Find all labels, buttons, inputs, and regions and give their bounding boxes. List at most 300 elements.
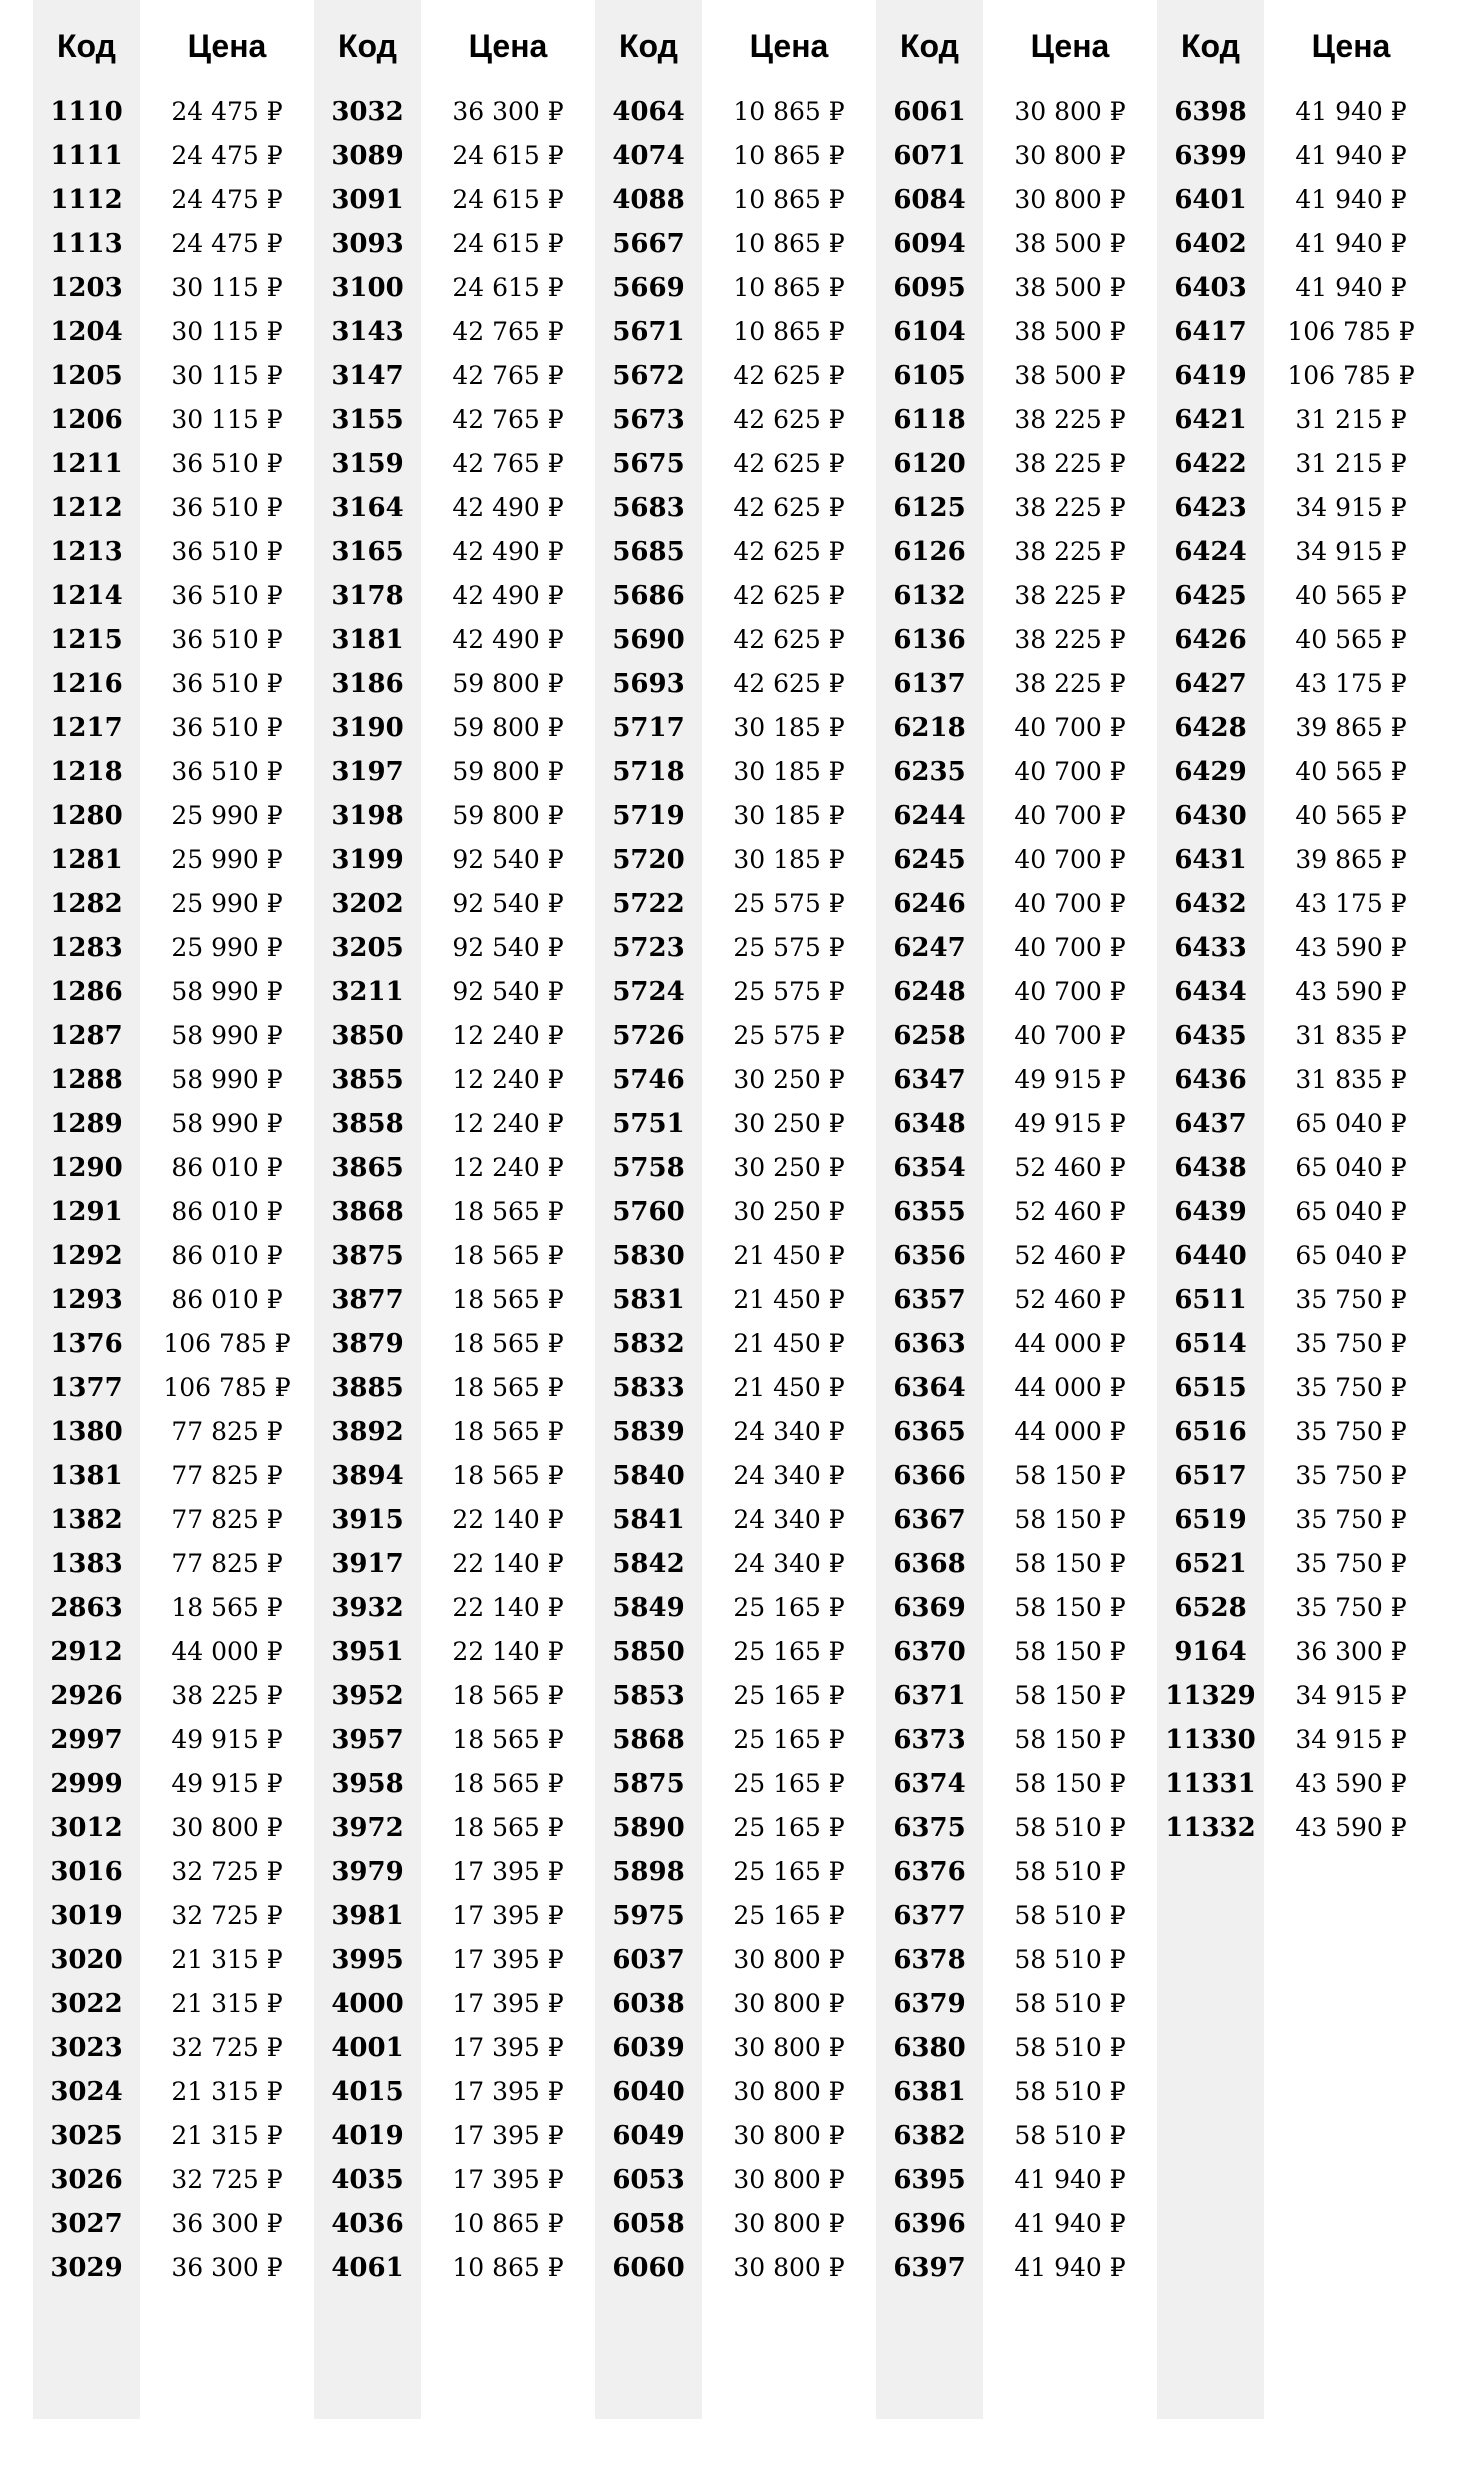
code-cell: 6095 bbox=[893, 273, 966, 303]
code-cell: 1286 bbox=[50, 977, 123, 1007]
code-cell: 3025 bbox=[50, 2121, 123, 2151]
price-cell: 32 725 ₽ bbox=[171, 1901, 283, 1930]
price-cell: 21 315 ₽ bbox=[171, 1989, 283, 2018]
code-cell: 3879 bbox=[331, 1329, 404, 1359]
price-cell: 36 300 ₽ bbox=[171, 2253, 283, 2282]
code-cell: 3205 bbox=[331, 933, 404, 963]
code-cell: 6421 bbox=[1174, 405, 1247, 435]
price-cell: 31 835 ₽ bbox=[1295, 1065, 1407, 1094]
code-cell: 6084 bbox=[893, 185, 966, 215]
price-cell: 30 800 ₽ bbox=[733, 1945, 845, 1974]
price-cell: 18 565 ₽ bbox=[452, 1769, 564, 1798]
code-cell: 6365 bbox=[893, 1417, 966, 1447]
price-cell: 42 625 ₽ bbox=[733, 537, 845, 566]
code-cell: 1287 bbox=[50, 1021, 123, 1051]
price-cell: 31 835 ₽ bbox=[1295, 1021, 1407, 1050]
price-cell: 42 765 ₽ bbox=[452, 405, 564, 434]
price-cell: 38 500 ₽ bbox=[1014, 229, 1126, 258]
price-cell: 25 165 ₽ bbox=[733, 1637, 845, 1666]
code-cell: 6039 bbox=[612, 2033, 685, 2063]
code-cell: 3952 bbox=[331, 1681, 404, 1711]
price-cell: 24 340 ₽ bbox=[733, 1417, 845, 1446]
code-cell: 6435 bbox=[1174, 1021, 1247, 1051]
price-cell: 10 865 ₽ bbox=[733, 317, 845, 346]
price-cell: 22 140 ₽ bbox=[452, 1505, 564, 1534]
code-cell: 6516 bbox=[1174, 1417, 1247, 1447]
price-cell: 65 040 ₽ bbox=[1295, 1197, 1407, 1226]
code-cell: 4015 bbox=[331, 2077, 404, 2107]
code-cell: 1111 bbox=[50, 141, 123, 171]
price-cell: 30 800 ₽ bbox=[733, 2033, 845, 2062]
code-header: Код bbox=[900, 28, 959, 64]
code-header: Код bbox=[338, 28, 397, 64]
price-cell: 36 510 ₽ bbox=[171, 449, 283, 478]
price-cell: 38 225 ₽ bbox=[1014, 493, 1126, 522]
code-cell: 5723 bbox=[612, 933, 685, 963]
price-cell: 38 225 ₽ bbox=[1014, 405, 1126, 434]
price-cell: 58 990 ₽ bbox=[171, 1065, 283, 1094]
code-cell: 3885 bbox=[331, 1373, 404, 1403]
code-cell: 5686 bbox=[612, 581, 685, 611]
code-cell: 1110 bbox=[50, 97, 123, 127]
code-cell: 6425 bbox=[1174, 581, 1247, 611]
code-cell: 5849 bbox=[612, 1593, 685, 1623]
price-cell: 30 800 ₽ bbox=[1014, 97, 1126, 126]
code-cell: 6053 bbox=[612, 2165, 685, 2195]
price-cell: 44 000 ₽ bbox=[1014, 1373, 1126, 1402]
code-cell: 3915 bbox=[331, 1505, 404, 1535]
price-cell: 30 115 ₽ bbox=[171, 361, 283, 390]
price-cell: 43 175 ₽ bbox=[1295, 889, 1407, 918]
code-cell: 3178 bbox=[331, 581, 404, 611]
price-cell: 30 800 ₽ bbox=[733, 2253, 845, 2282]
price-cell: 17 395 ₽ bbox=[452, 2077, 564, 2106]
price-cell: 41 940 ₽ bbox=[1295, 141, 1407, 170]
code-cell: 1288 bbox=[50, 1065, 123, 1095]
code-cell: 3165 bbox=[331, 537, 404, 567]
code-cell: 1290 bbox=[50, 1153, 123, 1183]
code-cell: 6371 bbox=[893, 1681, 966, 1711]
price-cell: 35 750 ₽ bbox=[1295, 1285, 1407, 1314]
price-cell: 40 565 ₽ bbox=[1295, 581, 1407, 610]
code-cell: 1217 bbox=[50, 713, 123, 743]
code-cell: 1203 bbox=[50, 273, 123, 303]
price-cell: 30 250 ₽ bbox=[733, 1109, 845, 1138]
code-cell: 5673 bbox=[612, 405, 685, 435]
code-cell: 6364 bbox=[893, 1373, 966, 1403]
price-cell: 38 225 ₽ bbox=[1014, 625, 1126, 654]
price-cell: 10 865 ₽ bbox=[733, 273, 845, 302]
price-cell: 36 510 ₽ bbox=[171, 625, 283, 654]
price-cell: 77 825 ₽ bbox=[171, 1461, 283, 1490]
price-cell: 36 510 ₽ bbox=[171, 581, 283, 610]
code-cell: 1380 bbox=[50, 1417, 123, 1447]
code-cell: 3164 bbox=[331, 493, 404, 523]
price-cell: 38 225 ₽ bbox=[1014, 669, 1126, 698]
code-cell: 1215 bbox=[50, 625, 123, 655]
price-cell: 24 615 ₽ bbox=[452, 273, 564, 302]
code-cell: 4001 bbox=[331, 2033, 404, 2063]
code-cell: 1213 bbox=[50, 537, 123, 567]
price-cell: 58 150 ₽ bbox=[1014, 1549, 1126, 1578]
price-cell: 86 010 ₽ bbox=[171, 1285, 283, 1314]
price-cell: 42 490 ₽ bbox=[452, 625, 564, 654]
code-cell: 6363 bbox=[893, 1329, 966, 1359]
code-cell: 3032 bbox=[331, 97, 404, 127]
code-cell: 5746 bbox=[612, 1065, 685, 1095]
code-cell: 4061 bbox=[331, 2253, 404, 2283]
code-cell: 6369 bbox=[893, 1593, 966, 1623]
price-cell: 77 825 ₽ bbox=[171, 1549, 283, 1578]
price-cell: 18 565 ₽ bbox=[452, 1373, 564, 1402]
code-header: Код bbox=[619, 28, 678, 64]
code-cell: 3868 bbox=[331, 1197, 404, 1227]
code-cell: 3979 bbox=[331, 1857, 404, 1887]
code-cell: 1204 bbox=[50, 317, 123, 347]
code-cell: 5875 bbox=[612, 1769, 685, 1799]
price-cell: 35 750 ₽ bbox=[1295, 1505, 1407, 1534]
price-cell: 40 700 ₽ bbox=[1014, 845, 1126, 874]
code-cell: 3917 bbox=[331, 1549, 404, 1579]
price-cell: 12 240 ₽ bbox=[452, 1065, 564, 1094]
code-cell: 6104 bbox=[893, 317, 966, 347]
price-cell: 35 750 ₽ bbox=[1295, 1329, 1407, 1358]
price-cell: 18 565 ₽ bbox=[452, 1725, 564, 1754]
price-cell: 17 395 ₽ bbox=[452, 2165, 564, 2194]
price-cell: 52 460 ₽ bbox=[1014, 1241, 1126, 1270]
code-cell: 6424 bbox=[1174, 537, 1247, 567]
price-cell: 58 510 ₽ bbox=[1014, 1945, 1126, 1974]
code-cell: 6374 bbox=[893, 1769, 966, 1799]
code-cell: 3951 bbox=[331, 1637, 404, 1667]
code-cell: 11329 bbox=[1165, 1681, 1256, 1711]
code-cell: 3199 bbox=[331, 845, 404, 875]
price-cell: 58 150 ₽ bbox=[1014, 1725, 1126, 1754]
price-cell: 17 395 ₽ bbox=[452, 1901, 564, 1930]
code-cell: 3877 bbox=[331, 1285, 404, 1315]
code-cell: 1289 bbox=[50, 1109, 123, 1139]
code-cell: 6430 bbox=[1174, 801, 1247, 831]
price-cell: 59 800 ₽ bbox=[452, 757, 564, 786]
code-cell: 6218 bbox=[893, 713, 966, 743]
price-cell: 40 700 ₽ bbox=[1014, 1021, 1126, 1050]
code-cell: 2926 bbox=[50, 1681, 123, 1711]
price-cell: 35 750 ₽ bbox=[1295, 1373, 1407, 1402]
code-cell: 1205 bbox=[50, 361, 123, 391]
price-cell: 10 865 ₽ bbox=[733, 141, 845, 170]
price-cell: 58 510 ₽ bbox=[1014, 2077, 1126, 2106]
price-cell: 106 785 ₽ bbox=[163, 1329, 291, 1358]
price-cell: 58 510 ₽ bbox=[1014, 1813, 1126, 1842]
price-cell: 10 865 ₽ bbox=[733, 97, 845, 126]
price-cell: 43 590 ₽ bbox=[1295, 1769, 1407, 1798]
price-cell: 30 800 ₽ bbox=[1014, 185, 1126, 214]
price-cell: 25 575 ₽ bbox=[733, 889, 845, 918]
code-cell: 5832 bbox=[612, 1329, 685, 1359]
price-cell: 34 915 ₽ bbox=[1295, 1681, 1407, 1710]
code-cell: 6426 bbox=[1174, 625, 1247, 655]
code-cell: 1291 bbox=[50, 1197, 123, 1227]
price-cell: 18 565 ₽ bbox=[452, 1417, 564, 1446]
price-cell: 43 175 ₽ bbox=[1295, 669, 1407, 698]
price-header: Цена bbox=[1030, 28, 1110, 64]
code-cell: 6521 bbox=[1174, 1549, 1247, 1579]
price-cell: 30 115 ₽ bbox=[171, 405, 283, 434]
code-cell: 11332 bbox=[1165, 1813, 1256, 1843]
code-cell: 2997 bbox=[50, 1725, 123, 1755]
code-cell: 5726 bbox=[612, 1021, 685, 1051]
code-cell: 6246 bbox=[893, 889, 966, 919]
price-cell: 40 565 ₽ bbox=[1295, 625, 1407, 654]
code-cell: 3020 bbox=[50, 1945, 123, 1975]
price-cell: 30 800 ₽ bbox=[733, 2121, 845, 2150]
price-cell: 92 540 ₽ bbox=[452, 889, 564, 918]
code-cell: 5842 bbox=[612, 1549, 685, 1579]
code-cell: 5719 bbox=[612, 801, 685, 831]
price-cell: 18 565 ₽ bbox=[452, 1241, 564, 1270]
price-cell: 106 785 ₽ bbox=[1287, 317, 1415, 346]
code-cell: 6440 bbox=[1174, 1241, 1247, 1271]
price-cell: 49 915 ₽ bbox=[1014, 1109, 1126, 1138]
price-cell: 59 800 ₽ bbox=[452, 801, 564, 830]
code-cell: 3190 bbox=[331, 713, 404, 743]
price-cell: 44 000 ₽ bbox=[171, 1637, 283, 1666]
code-cell: 6049 bbox=[612, 2121, 685, 2151]
price-cell: 42 625 ₽ bbox=[733, 581, 845, 610]
code-cell: 3892 bbox=[331, 1417, 404, 1447]
code-cell: 6356 bbox=[893, 1241, 966, 1271]
price-cell: 65 040 ₽ bbox=[1295, 1109, 1407, 1138]
price-header: Цена bbox=[749, 28, 829, 64]
code-cell: 6437 bbox=[1174, 1109, 1247, 1139]
code-cell: 5840 bbox=[612, 1461, 685, 1491]
code-cell: 6132 bbox=[893, 581, 966, 611]
price-cell: 41 940 ₽ bbox=[1295, 97, 1407, 126]
price-cell: 38 225 ₽ bbox=[171, 1681, 283, 1710]
code-cell: 6245 bbox=[893, 845, 966, 875]
code-cell: 5760 bbox=[612, 1197, 685, 1227]
price-cell: 36 510 ₽ bbox=[171, 537, 283, 566]
code-cell: 3159 bbox=[331, 449, 404, 479]
price-cell: 42 625 ₽ bbox=[733, 361, 845, 390]
price-cell: 58 510 ₽ bbox=[1014, 2033, 1126, 2062]
code-header: Код bbox=[57, 28, 116, 64]
price-cell: 32 725 ₽ bbox=[171, 2033, 283, 2062]
code-cell: 5693 bbox=[612, 669, 685, 699]
price-cell: 41 940 ₽ bbox=[1295, 185, 1407, 214]
price-cell: 41 940 ₽ bbox=[1014, 2253, 1126, 2282]
code-cell: 5685 bbox=[612, 537, 685, 567]
code-cell: 3023 bbox=[50, 2033, 123, 2063]
price-cell: 58 510 ₽ bbox=[1014, 1901, 1126, 1930]
price-cell: 12 240 ₽ bbox=[452, 1021, 564, 1050]
price-cell: 58 990 ₽ bbox=[171, 1109, 283, 1138]
code-cell: 6354 bbox=[893, 1153, 966, 1183]
price-cell: 25 165 ₽ bbox=[733, 1901, 845, 1930]
code-cell: 6438 bbox=[1174, 1153, 1247, 1183]
code-cell: 1113 bbox=[50, 229, 123, 259]
code-cell: 6037 bbox=[612, 1945, 685, 1975]
price-cell: 21 315 ₽ bbox=[171, 1945, 283, 1974]
code-cell: 1376 bbox=[50, 1329, 123, 1359]
price-cell: 92 540 ₽ bbox=[452, 845, 564, 874]
price-cell: 58 150 ₽ bbox=[1014, 1769, 1126, 1798]
price-cell: 30 185 ₽ bbox=[733, 801, 845, 830]
price-cell: 38 225 ₽ bbox=[1014, 581, 1126, 610]
price-cell: 40 700 ₽ bbox=[1014, 977, 1126, 1006]
price-cell: 30 250 ₽ bbox=[733, 1153, 845, 1182]
price-cell: 59 800 ₽ bbox=[452, 669, 564, 698]
price-cell: 36 300 ₽ bbox=[1295, 1637, 1407, 1666]
price-cell: 58 990 ₽ bbox=[171, 977, 283, 1006]
price-cell: 30 800 ₽ bbox=[733, 2209, 845, 2238]
price-cell: 24 340 ₽ bbox=[733, 1505, 845, 1534]
price-cell: 40 700 ₽ bbox=[1014, 713, 1126, 742]
code-cell: 5975 bbox=[612, 1901, 685, 1931]
price-cell: 41 940 ₽ bbox=[1014, 2165, 1126, 2194]
code-cell: 6395 bbox=[893, 2165, 966, 2195]
price-cell: 35 750 ₽ bbox=[1295, 1549, 1407, 1578]
price-cell: 40 565 ₽ bbox=[1295, 757, 1407, 786]
code-cell: 6058 bbox=[612, 2209, 685, 2239]
price-cell: 58 150 ₽ bbox=[1014, 1593, 1126, 1622]
code-cell: 6348 bbox=[893, 1109, 966, 1139]
code-cell: 3211 bbox=[331, 977, 404, 1007]
code-cell: 6244 bbox=[893, 801, 966, 831]
price-cell: 30 115 ₽ bbox=[171, 317, 283, 346]
code-cell: 3155 bbox=[331, 405, 404, 435]
code-cell: 4088 bbox=[612, 185, 685, 215]
code-cell: 3958 bbox=[331, 1769, 404, 1799]
code-cell: 6258 bbox=[893, 1021, 966, 1051]
price-cell: 42 625 ₽ bbox=[733, 669, 845, 698]
price-cell: 17 395 ₽ bbox=[452, 1857, 564, 1886]
price-cell: 40 700 ₽ bbox=[1014, 757, 1126, 786]
price-cell: 36 510 ₽ bbox=[171, 669, 283, 698]
price-cell: 30 250 ₽ bbox=[733, 1197, 845, 1226]
price-cell: 77 825 ₽ bbox=[171, 1417, 283, 1446]
price-cell: 36 510 ₽ bbox=[171, 493, 283, 522]
price-cell: 39 865 ₽ bbox=[1295, 845, 1407, 874]
price-cell: 106 785 ₽ bbox=[1287, 361, 1415, 390]
price-cell: 25 990 ₽ bbox=[171, 889, 283, 918]
price-cell: 40 700 ₽ bbox=[1014, 889, 1126, 918]
code-cell: 2863 bbox=[50, 1593, 123, 1623]
price-cell: 58 150 ₽ bbox=[1014, 1681, 1126, 1710]
price-cell: 42 625 ₽ bbox=[733, 625, 845, 654]
code-cell: 5675 bbox=[612, 449, 685, 479]
price-cell: 36 510 ₽ bbox=[171, 757, 283, 786]
code-cell: 6403 bbox=[1174, 273, 1247, 303]
price-cell: 24 475 ₽ bbox=[171, 229, 283, 258]
price-cell: 24 340 ₽ bbox=[733, 1461, 845, 1490]
price-cell: 42 490 ₽ bbox=[452, 581, 564, 610]
price-cell: 21 450 ₽ bbox=[733, 1373, 845, 1402]
code-cell: 5671 bbox=[612, 317, 685, 347]
code-cell: 6120 bbox=[893, 449, 966, 479]
code-cell: 1282 bbox=[50, 889, 123, 919]
price-cell: 17 395 ₽ bbox=[452, 2033, 564, 2062]
price-cell: 18 565 ₽ bbox=[452, 1681, 564, 1710]
price-cell: 22 140 ₽ bbox=[452, 1593, 564, 1622]
code-cell: 3932 bbox=[331, 1593, 404, 1623]
code-header: Код bbox=[1181, 28, 1240, 64]
code-cell: 6235 bbox=[893, 757, 966, 787]
price-cell: 18 565 ₽ bbox=[452, 1329, 564, 1358]
code-cell: 6399 bbox=[1174, 141, 1247, 171]
code-cell: 6396 bbox=[893, 2209, 966, 2239]
code-cell: 6376 bbox=[893, 1857, 966, 1887]
price-cell: 24 615 ₽ bbox=[452, 229, 564, 258]
code-cell: 6429 bbox=[1174, 757, 1247, 787]
code-cell: 6060 bbox=[612, 2253, 685, 2283]
price-cell: 86 010 ₽ bbox=[171, 1241, 283, 1270]
code-cell: 1212 bbox=[50, 493, 123, 523]
code-cell: 1280 bbox=[50, 801, 123, 831]
code-cell: 5720 bbox=[612, 845, 685, 875]
code-cell: 6248 bbox=[893, 977, 966, 1007]
price-cell: 36 300 ₽ bbox=[171, 2209, 283, 2238]
code-cell: 6377 bbox=[893, 1901, 966, 1931]
price-cell: 86 010 ₽ bbox=[171, 1197, 283, 1226]
code-cell: 6439 bbox=[1174, 1197, 1247, 1227]
price-cell: 24 475 ₽ bbox=[171, 185, 283, 214]
code-cell: 6367 bbox=[893, 1505, 966, 1535]
code-cell: 3016 bbox=[50, 1857, 123, 1887]
price-cell: 10 865 ₽ bbox=[733, 229, 845, 258]
price-cell: 65 040 ₽ bbox=[1295, 1241, 1407, 1270]
price-cell: 18 565 ₽ bbox=[452, 1813, 564, 1842]
code-cell: 6370 bbox=[893, 1637, 966, 1667]
price-cell: 41 940 ₽ bbox=[1295, 229, 1407, 258]
price-cell: 40 565 ₽ bbox=[1295, 801, 1407, 830]
price-cell: 17 395 ₽ bbox=[452, 2121, 564, 2150]
price-cell: 30 800 ₽ bbox=[733, 2165, 845, 2194]
price-cell: 25 165 ₽ bbox=[733, 1813, 845, 1842]
price-cell: 58 510 ₽ bbox=[1014, 1857, 1126, 1886]
price-cell: 30 115 ₽ bbox=[171, 273, 283, 302]
price-cell: 22 140 ₽ bbox=[452, 1549, 564, 1578]
code-cell: 3143 bbox=[331, 317, 404, 347]
code-cell: 6118 bbox=[893, 405, 966, 435]
code-cell: 1214 bbox=[50, 581, 123, 611]
code-cell: 4064 bbox=[612, 97, 685, 127]
code-cell: 3855 bbox=[331, 1065, 404, 1095]
price-cell: 25 165 ₽ bbox=[733, 1725, 845, 1754]
price-cell: 52 460 ₽ bbox=[1014, 1197, 1126, 1226]
code-cell: 3027 bbox=[50, 2209, 123, 2239]
price-cell: 18 565 ₽ bbox=[171, 1593, 283, 1622]
price-cell: 40 700 ₽ bbox=[1014, 801, 1126, 830]
price-header: Цена bbox=[468, 28, 548, 64]
price-cell: 42 490 ₽ bbox=[452, 493, 564, 522]
price-cell: 17 395 ₽ bbox=[452, 1945, 564, 1974]
code-cell: 5841 bbox=[612, 1505, 685, 1535]
price-cell: 38 500 ₽ bbox=[1014, 273, 1126, 302]
code-cell: 3202 bbox=[331, 889, 404, 919]
code-cell: 6381 bbox=[893, 2077, 966, 2107]
code-cell: 3147 bbox=[331, 361, 404, 391]
code-cell: 3019 bbox=[50, 1901, 123, 1931]
code-cell: 6357 bbox=[893, 1285, 966, 1315]
code-cell: 6366 bbox=[893, 1461, 966, 1491]
code-cell: 6514 bbox=[1174, 1329, 1247, 1359]
code-cell: 3865 bbox=[331, 1153, 404, 1183]
code-cell: 6061 bbox=[893, 97, 966, 127]
price-cell: 25 165 ₽ bbox=[733, 1769, 845, 1798]
price-cell: 21 450 ₽ bbox=[733, 1329, 845, 1358]
price-cell: 30 250 ₽ bbox=[733, 1065, 845, 1094]
